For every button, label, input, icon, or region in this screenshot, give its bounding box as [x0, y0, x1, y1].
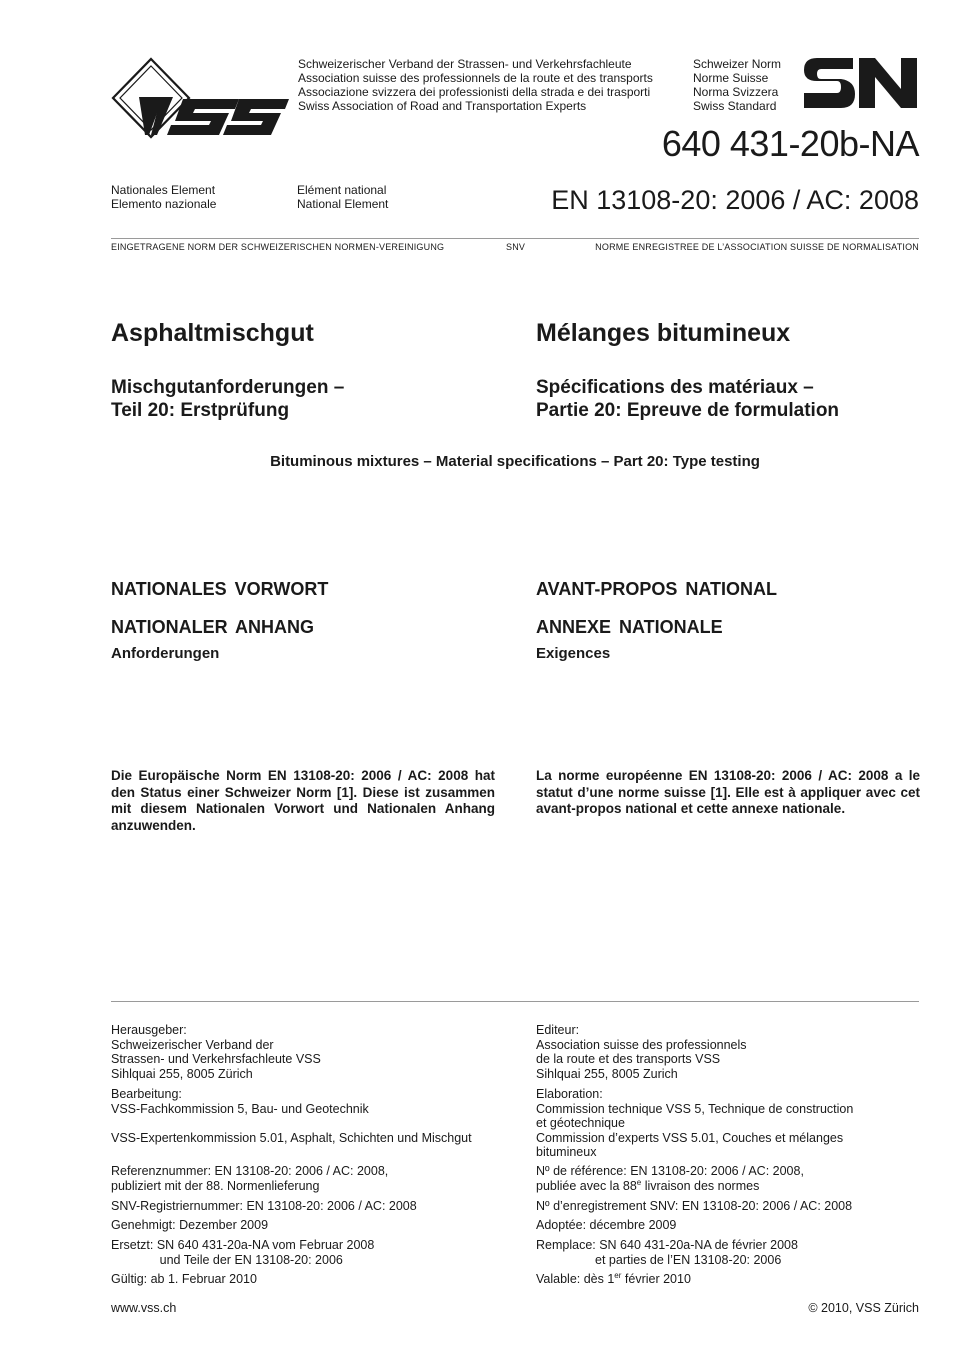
title-en: Bituminous mixtures – Material specifications – Part 20: Type testing [270, 453, 760, 470]
footer-divider [111, 1001, 919, 1002]
approved-fr [536, 1218, 920, 1233]
reference-block-de [111, 1164, 495, 1193]
reference-line: Nº de référence: EN 13108-20: 2006 / AC: 2008, [536, 1164, 804, 1178]
standard-number: 640 431-20b-NA [661, 123, 919, 164]
heading-national-foreword-fr: AVANT-PROPOS NATIONAL [536, 579, 777, 599]
valid-line: Gültig: ab 1. Februar 2010 [111, 1272, 257, 1286]
intro-paragraph-de: Die Europäische Norm EN 13108-20: 2006 / AC: 2008 hat den Status einer Schweizer Norm [1]. Diese ist zusammen mit diesem Nationalen Vorwort und Nationalen Anhang anzuwenden. [111, 768, 495, 833]
editing-line: bitumineux [536, 1145, 597, 1159]
reference-block-fr [536, 1164, 920, 1193]
approved-line: Genehmigt: Dezember 2009 [111, 1218, 269, 1232]
editing-line: Elaboration: [536, 1087, 603, 1101]
subtitle-line: Partie 20: Epreuve de formulation [536, 400, 840, 421]
publisher-line: Association suisse des professionnels [536, 1037, 747, 1052]
publisher-line: Strassen- und Verkehrsfachleute VSS [111, 1052, 321, 1066]
reference-line: publiziert mit der 88. Normenlieferung [111, 1178, 320, 1193]
subtitle-line: Teil 20: Erstprüfung [111, 400, 290, 421]
approved-de [111, 1218, 495, 1233]
replaces-block-fr [536, 1238, 920, 1267]
replaces-line: Remplace: SN 640 431-20a-NA de février 2008 [536, 1238, 798, 1252]
editing-line: et géotechnique [536, 1116, 625, 1130]
publisher-line: Sihlquai 255, 8005 Zürich [111, 1066, 253, 1081]
publisher-line: de la route et des transports VSS [536, 1052, 721, 1066]
national-element-label-de-it [111, 183, 216, 211]
heading-national-annex-de: NATIONALER ANHANG [111, 617, 314, 637]
en-standard-number: EN 13108-20: 2006 / AC: 2008 [551, 185, 919, 215]
snv-registration-de [111, 1199, 495, 1214]
valid-text: février 2010 [621, 1272, 691, 1286]
editing-block-fr [536, 1087, 920, 1160]
national-element-line: Nationales Element [111, 183, 216, 197]
standard-name-line: Schweizer Norm [693, 57, 782, 71]
standard-name-line: Norme Suisse [693, 71, 769, 85]
approved-line: Adoptée: décembre 2009 [536, 1218, 677, 1232]
publisher-line: Sihlquai 255, 8005 Zurich [536, 1066, 678, 1081]
heading-requirements-de: Anforderungen [111, 645, 220, 662]
publisher-block-fr [536, 1023, 920, 1081]
standard-name-line: Norma Svizzera [693, 85, 779, 99]
heading-national-annex-fr: ANNEXE NATIONALE [536, 617, 723, 637]
sn-logo [803, 57, 919, 114]
snv-line: Nº d’enregistrement SNV: EN 13108-20: 2006 / AC: 2008 [536, 1199, 853, 1213]
superscript: e [636, 1177, 642, 1187]
valid-from-de [111, 1272, 495, 1287]
standard-type-names [693, 57, 781, 113]
org-line: Association suisse des professionnels de la route et des transports [298, 71, 653, 85]
expert-commission-de [111, 1131, 495, 1146]
publisher-block-de [111, 1023, 495, 1081]
reference-line [536, 1179, 920, 1194]
editing-line: Bearbeitung: [111, 1087, 182, 1101]
editing-line: Commission technique VSS 5, Technique de construction [536, 1101, 854, 1116]
publisher-line: Schweizerischer Verband der [111, 1037, 274, 1052]
intro-paragraph-fr: La norme européenne EN 13108-20: 2006 / AC: 2008 a le statut d’une norme suisse [1]. Elle est à appliquer avec cet avant-propos national et cette annexe nationale. [536, 768, 920, 816]
heading-requirements-fr: Exigences [536, 645, 611, 662]
org-line: Associazione svizzera dei professionisti della strada e dei trasporti [298, 85, 651, 99]
copyright: © 2010, VSS Zürich [808, 1301, 919, 1315]
subtitle-de [111, 376, 495, 422]
reference-text: publiée avec la 88 [536, 1178, 637, 1193]
heading-national-foreword-de: NATIONALES VORWORT [111, 579, 329, 599]
valid-line [536, 1272, 920, 1287]
reference-line: Referenznummer: EN 13108-20: 2006 / AC: 2008, [111, 1164, 389, 1178]
national-element-line: Elément national [297, 183, 387, 197]
publisher-line: Herausgeber: [111, 1023, 187, 1037]
subtitle-line: Spécifications des matériaux – [536, 377, 814, 398]
title-de: Asphaltmischgut [111, 319, 314, 347]
replaces-line: Ersetzt: SN 640 431-20a-NA vom Februar 2008 [111, 1238, 375, 1252]
national-element-label-fr-en [297, 183, 388, 211]
replaces-line: und Teile der EN 13108-20: 2006 [111, 1252, 343, 1267]
registered-norm-de: EINGETRAGENE NORM DER SCHWEIZERISCHEN NORMEN-VEREINIGUNG [111, 242, 445, 252]
snv-line: SNV-Registriernummer: EN 13108-20: 2006 / AC: 2008 [111, 1199, 417, 1213]
snv-registration-fr [536, 1199, 920, 1214]
publisher-line: Editeur: [536, 1023, 580, 1037]
org-line: Schweizerischer Verband der Strassen- und Verkehrsfachleute [298, 57, 632, 71]
registered-norm-snv: SNV [506, 242, 526, 252]
editing-line: VSS-Fachkommission 5, Bau- und Geotechnik [111, 1101, 369, 1116]
editing-line: Commission d’experts VSS 5.01, Couches et mélanges [536, 1130, 844, 1145]
standard-name-line: Swiss Standard [693, 99, 777, 113]
replaces-line: et parties de l’EN 13108-20: 2006 [536, 1252, 782, 1267]
header-divider [111, 238, 919, 239]
registered-norm-fr: NORME ENREGISTREE DE L’ASSOCIATION SUISSE DE NORMALISATION [595, 242, 919, 252]
replaces-block-de [111, 1238, 495, 1267]
website-link[interactable]: www.vss.ch [111, 1301, 177, 1315]
subtitle-fr [536, 376, 920, 422]
vss-logo [111, 57, 291, 144]
national-element-line: Elemento nazionale [111, 197, 217, 211]
editing-block-de [111, 1087, 495, 1116]
valid-from-fr [536, 1272, 920, 1287]
reference-text: livraison des normes [641, 1178, 760, 1193]
valid-text: Valable: dès 1 [536, 1272, 615, 1286]
expert-line: VSS-Expertenkommission 5.01, Asphalt, Schichten und Mischgut [111, 1131, 472, 1145]
subtitle-line: Mischgutanforderungen – [111, 377, 345, 398]
org-line: Swiss Association of Road and Transportation Experts [298, 99, 587, 113]
organisation-names [298, 57, 653, 113]
national-element-line: National Element [297, 197, 389, 211]
title-fr: Mélanges bitumineux [536, 319, 791, 347]
superscript: er [614, 1270, 622, 1280]
